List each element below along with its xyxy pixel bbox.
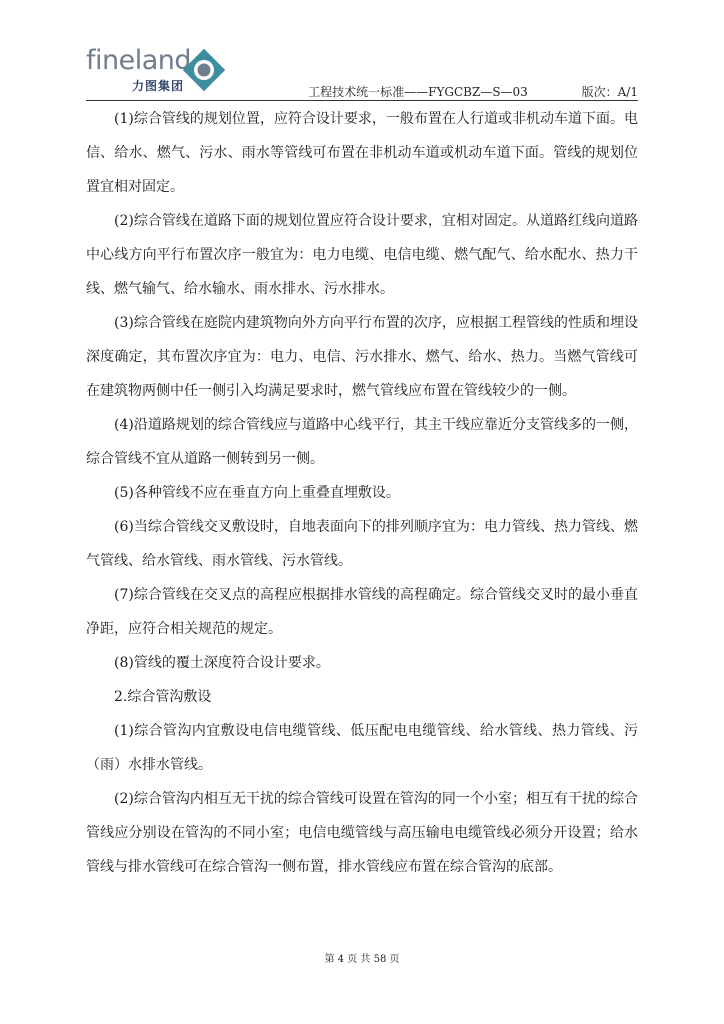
page-header [86, 42, 638, 102]
paragraph: (2)综合管线在道路下面的规划位置应符合设计要求，宜相对固定。从道路红线向道路中心线方向平行布置次序一般宜为：电力电缆、电信电缆、燃气配气、给水配水、热力干线、燃气输气、给水输水、雨水排水、污水排水。 [86, 213, 638, 297]
paragraph: (5)各种管线不应在垂直方向上重叠直埋敷设。 [114, 485, 400, 501]
standard-code: 工程技术统一标准——FYGCBZ—S—03 [308, 85, 528, 99]
logo-wordmark: fineland [86, 45, 192, 76]
page-number: 第 4 页 共 58 页 [324, 954, 400, 965]
section-heading: 2.综合管沟敷设 [114, 689, 212, 705]
logo-chinese-name: 力图集团 [132, 79, 185, 93]
page-footer [0, 950, 724, 965]
company-logo [86, 42, 236, 96]
paragraph: (1)综合管线的规划位置，应符合设计要求，一般布置在人行道或非机动车道下面。电信、给水、燃气、污水、雨水等管线可布置在非机动车道或机动车道下面。管线的规划位置宜相对固定。 [86, 111, 638, 195]
paragraph: (2)综合管沟内相互无干扰的综合管线可设置在管沟的同一个小室；相互有干扰的综合管线应分别设在管沟的不同小室；电信电缆管线与高压输电电缆管线必须分开设置；给水管线与排水管线可在综合管沟一侧布置，排水管线应布置在综合管沟的底部。 [86, 791, 638, 875]
header-divider [86, 100, 638, 101]
logo-ring-icon [182, 48, 226, 92]
paragraph: (7)综合管线在交叉点的高程应根据排水管线的高程确定。综合管线交叉时的最小垂直净距，应符合相关规范的规定。 [86, 587, 638, 637]
paragraph: (1)综合管沟内宜敷设电信电缆管线、低压配电电缆管线、给水管线、热力管线、污（雨）水排水管线。 [86, 723, 638, 773]
paragraph: (6)当综合管线交叉敷设时，自地表面向下的排列顺序宜为：电力管线、热力管线、燃气管线、给水管线、雨水管线、污水管线。 [86, 519, 638, 569]
paragraph: (4)沿道路规划的综合管线应与道路中心线平行，其主干线应靠近分支管线多的一侧，综合管线不宜从道路一侧转到另一侧。 [86, 417, 638, 467]
version-label: 版次：A/1 [581, 85, 638, 99]
document-body [86, 102, 638, 884]
paragraph: (8)管线的覆土深度符合设计要求。 [114, 655, 330, 671]
header-info [308, 83, 638, 100]
paragraph: (3)综合管线在庭院内建筑物向外方向平行布置的次序，应根据工程管线的性质和埋设深度确定，其布置次序宜为：电力、电信、污水排水、燃气、给水、热力。当燃气管线可在建筑物两侧中任一侧引入均满足要求时，燃气管线应布置在管线较少的一侧。 [86, 315, 638, 399]
